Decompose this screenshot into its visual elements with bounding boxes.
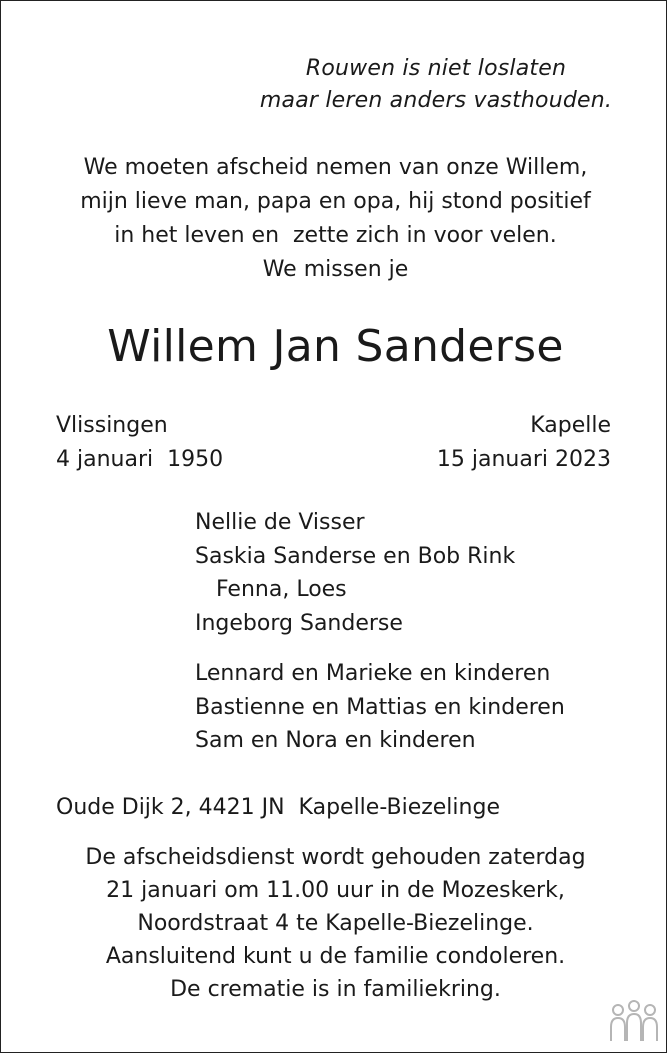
death-date: 15 januari 2023 (436, 447, 611, 472)
motto-line: Rouwen is niet loslaten (305, 56, 567, 81)
service-line: Aansluitend kunt u de familie condoleren. (105, 944, 566, 969)
intro-line: mijn lieve man, papa en opa, hij stond positief (80, 189, 591, 214)
service-line: De afscheidsdienst wordt gehouden zaterdag (85, 845, 586, 870)
family-member: Bastienne en Mattias en kinderen (195, 694, 565, 720)
family-list-secondary (195, 657, 565, 758)
birth-place: Vlissingen (56, 413, 168, 438)
home-address: Oude Dijk 2, 4421 JN Kapelle-Biezelinge (56, 795, 500, 820)
family-member: Ingeborg Sanderse (195, 610, 403, 636)
death-place: Kapelle (530, 413, 611, 438)
birth-date: 4 januari 1950 (56, 447, 224, 472)
service-line: 21 januari om 11.00 uur in de Mozeskerk, (106, 878, 565, 903)
death-info (437, 409, 611, 477)
birth-info (56, 409, 223, 477)
intro-line: We missen je (262, 257, 409, 282)
family-list-primary (195, 506, 515, 640)
motto (241, 53, 631, 117)
family-member: Nellie de Visser (195, 510, 365, 535)
people-group-icon (607, 999, 661, 1043)
intro-line: We moeten afscheid nemen van onze Willem, (83, 155, 588, 180)
intro-text (1, 151, 669, 287)
motto-line: maar leren anders vasthouden. (259, 88, 613, 113)
service-line: De crematie is in familiekring. (170, 977, 501, 1002)
deceased-name: Willem Jan Sanderse (107, 321, 564, 372)
family-member: Sam en Nora en kinderen (195, 728, 476, 753)
intro-line: in het leven en zette zich in voor velen. (114, 223, 557, 248)
family-member: Saskia Sanderse en Bob Rink (195, 543, 516, 569)
family-member: Lennard en Marieke en kinderen (195, 661, 551, 686)
service-details (1, 841, 669, 1006)
service-line: Noordstraat 4 te Kapelle-Biezelinge. (137, 911, 534, 936)
family-member: Fenna, Loes (195, 577, 347, 602)
